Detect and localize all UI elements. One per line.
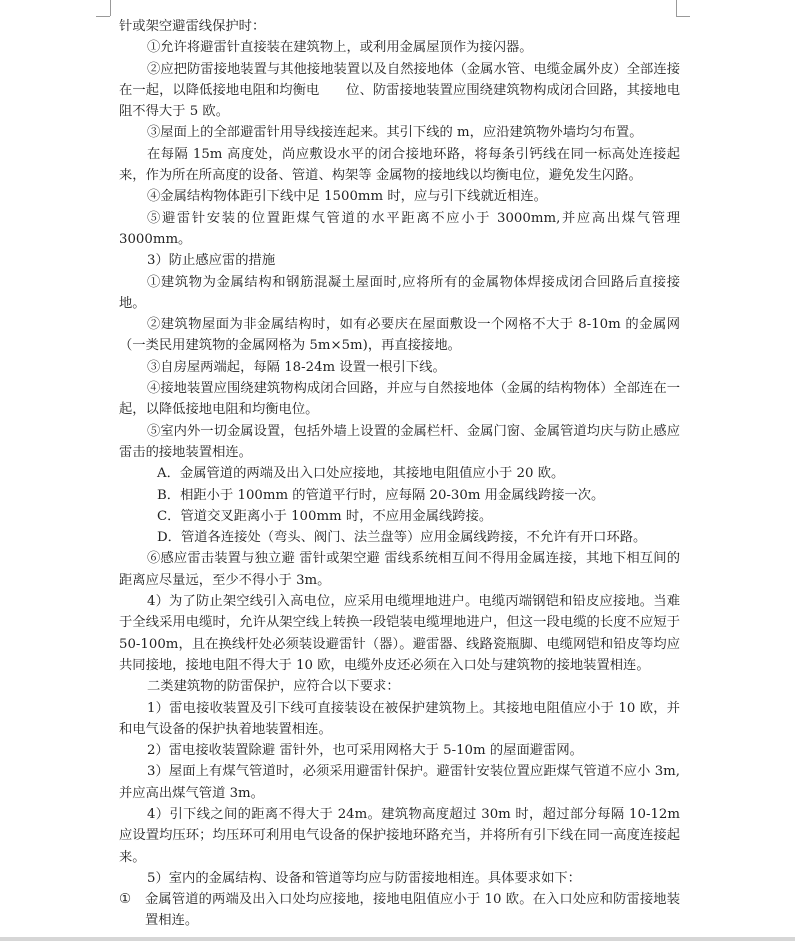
paragraph: ④接地装置应围绕建筑物构成闭合回路，并应与自然接地体（金属的结构物体）全部连在一起，以降低接地电阻和均衡电位。: [119, 381, 680, 418]
numbered-item: [119, 889, 680, 932]
item-number: ①: [119, 892, 131, 908]
document-page: [119, 16, 680, 932]
paragraph: A．金属管道的两端及出入口处应接地，其接地电阻值应小于 20 欧。: [157, 466, 565, 482]
paragraph: ⑤避雷针安装的位置距煤气管道的水平距离不应小于 3000mm,并应高出煤气管理 3000mm。: [119, 210, 680, 247]
paragraph: 4）为了防止架空线引入高电位，应采用电缆埋地进户。电缆丙端钢铠和铅皮应接地。当难于全线采用电缆时，允许从架空线上转换一段铠装电缆埋地进户，但这一段电缆的长度不应短于 50-100m，且在换线杆处必须装设避雷针（器）。避雷器、线路瓷瓶脚、电缆网铠和铅皮等均应共同接地，接地电阻不得大于 10 欧，电缆外皮还必须在入口处与建筑物的接地装置相连。: [119, 594, 680, 673]
paragraph: ③自房屋两端起，每隔 18-24m 设置一根引下线。: [147, 359, 446, 375]
paragraph: ①建筑物为金属结构和钢筋混凝土屋面时,应将所有的金属物体焊接成闭合回路后直接接地。: [119, 274, 680, 311]
paragraph: ⑥感应雷击装置与独立避 雷针或架空避 雷线系统相互间不得用金属连接，其地下相互间的距离应尽量远，至少不得小于 3m。: [119, 551, 680, 588]
paragraph: ④金属结构物体距引下线中足 1500mm 时，应与引下线就近相连。: [147, 189, 547, 205]
paragraph: ③屋面上的全部避雷针用导线接连起来。其引下线的 m，应沿建筑物外墙均匀布置。: [147, 125, 643, 141]
page-bottom-edge: [0, 937, 795, 941]
paragraph: 1）雷电接收装置及引下线可直接装设在被保护建筑物上。其接地电阻值应小于 10 欧，并和电气设备的保护执着地装置相连。: [119, 700, 680, 737]
paragraph: 3）屋面上有煤气管道时，必须采用避雷针保护。避雷针安装位置应距煤气管道不应小 3m,并应高出煤气管道 3m。: [119, 764, 680, 801]
crop-mark-top-left: [96, 16, 110, 17]
paragraph: 2）雷电接收装置除避 雷针外，也可采用网格大于 5-10m 的屋面避雷网。: [147, 743, 583, 759]
paragraph: D．管道各连接处（弯头、阀门、法兰盘等）应用金属线跨接，不允许有开口环路。: [157, 530, 647, 546]
paragraph: ②应把防雷接地装置与其他接地装置以及自然接地体（金属水管、电缆金属外皮）全部连接在一起，以降低接地电阻和均衡电 位、防雷接地装置应围绕建筑物构成闭合回路，其接地电阻不得大于 5 欧。: [119, 61, 680, 120]
item-text: 金属管道的两端及出入口处均应接地，接地电阻值应小于 10 欧。在入口处应和防雷接地装置相连。: [145, 892, 680, 929]
paragraph: 4）引下线之间的距离不得大于 24m。建筑物高度超过 30m 时，超过部分每隔 10-12m 应设置均压环；均压环可利用电气设备的保护接地环路充当，并将所有引下线在同一高度连接起来。: [119, 806, 680, 865]
paragraph: ⑤室内外一切金属设置，包括外墙上设置的金属栏杆、金属门窗、金属管道均庆与防止感应雷击的接地装置相连。: [119, 423, 680, 460]
paragraph: C．管道交叉距离小于 100mm 时，不应用金属线跨接。: [157, 508, 493, 524]
paragraph: 二类建筑物的防雷保护，应符合以下要求：: [147, 679, 400, 695]
paragraph: 5）室内的金属结构、设备和管道等均应与防雷接地相连。具体要求如下：: [147, 870, 581, 886]
crop-mark-right: [676, 0, 677, 16]
paragraph: ①允许将避雷针直接装在建筑物上，或利用金属屋顶作为接闪器。: [147, 40, 533, 56]
paragraph: 在每隔 15m 高度处，尚应敷设水平的闭合接地环路，将每条引钙线在同一标高处连接起来，作为所在所高度的设备、管道、构架等 金属物的接地线以均衡电位，避免发生闪路。: [119, 146, 680, 184]
paragraph: 针或架空避雷线保护时：: [119, 19, 266, 34]
paragraph: 3）防止感应雷的措施: [147, 253, 276, 269]
paragraph: ②建筑物屋面为非金属结构时，如有必要庆在屋面敷设一个网格不大于 8-10m 的金属网（一类民用建筑物的金属网格为 5m×5m)，再直接接地。: [119, 317, 680, 354]
crop-mark-left: [110, 0, 111, 16]
paragraph: B．相距小于 100mm 的管道平行时，应每隔 20-30m 用金属线跨接一次。: [157, 487, 605, 503]
